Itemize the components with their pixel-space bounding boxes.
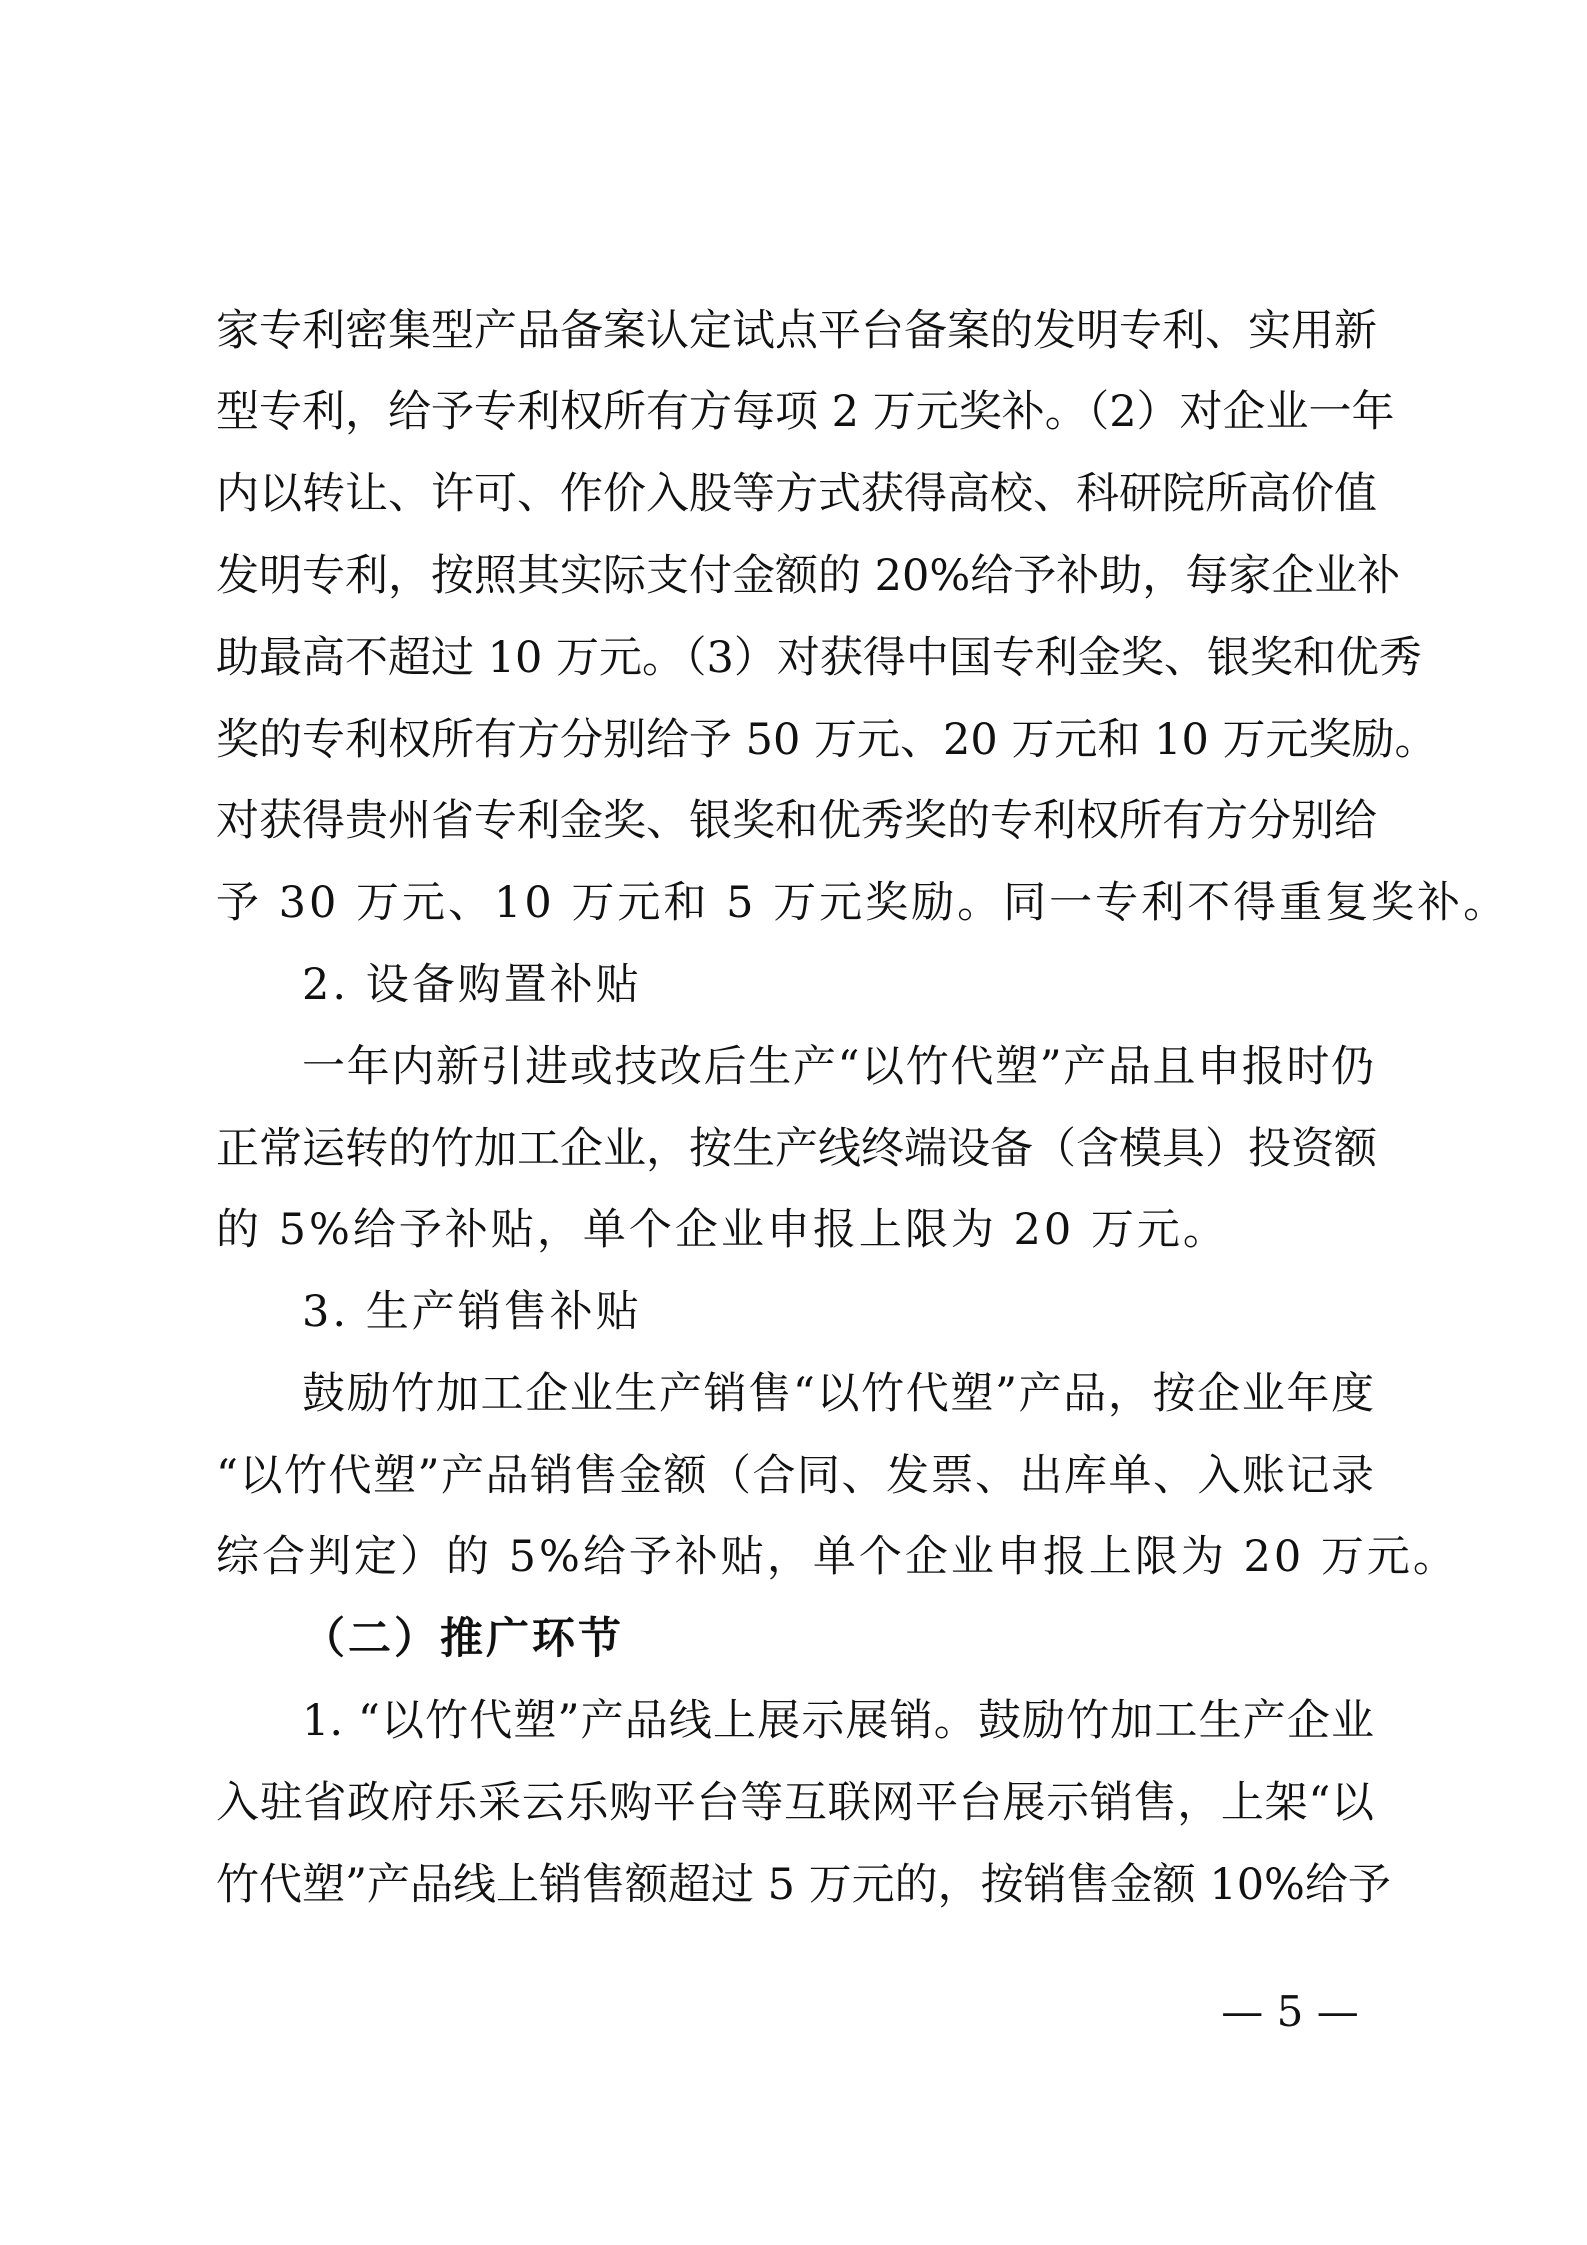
body-line: 综合判定）的 5%给予补贴，单个企业申报上限为 20 万元。	[216, 1532, 1459, 1582]
body-line: 入驻省政府乐采云乐购平台等互联网平台展示销售，上架“以	[216, 1778, 1374, 1828]
body-line: 一年内新引进或技改后生产“以竹代塑”产品且申报时仍	[302, 1042, 1374, 1092]
body-line: 型专利，给予专利权所有方每项 2 万元奖补。（2）对企业一年	[216, 387, 1395, 437]
body-line: 奖的专利权所有方分别给予 50 万元、20 万元和 10 万元奖励。	[216, 715, 1438, 765]
section-heading-equipment-subsidy: 2. 设备购置补贴	[302, 960, 642, 1010]
body-line: 予 30 万元、10 万元和 5 万元奖励。同一专利不得重复奖补。	[216, 878, 1510, 928]
body-line: 竹代塑”产品线上销售额超过 5 万元的，按销售金额 10%给予	[216, 1860, 1391, 1910]
body-line: 家专利密集型产品备案认定试点平台备案的发明专利、实用新	[216, 306, 1377, 356]
body-line: 鼓励竹加工企业生产销售“以竹代塑”产品，按企业年度	[302, 1369, 1374, 1419]
page-number: — 5 —	[1221, 1987, 1359, 2036]
section-heading-promotion: （二）推广环节	[302, 1614, 624, 1664]
body-line: “以竹代塑”产品销售金额（合同、发票、出库单、入账记录	[216, 1451, 1374, 1501]
body-line: 对获得贵州省专利金奖、银奖和优秀奖的专利权所有方分别给	[216, 796, 1377, 846]
body-line: 正常运转的竹加工企业，按生产线终端设备（含模具）投资额	[216, 1124, 1377, 1174]
body-line: 助最高不超过 10 万元。（3）对获得中国专利金奖、银奖和优秀	[216, 633, 1422, 683]
body-line: 内以转让、许可、作价入股等方式获得高校、科研院所高价值	[216, 469, 1377, 519]
section-heading-production-sales-subsidy: 3. 生产销售补贴	[302, 1287, 642, 1337]
body-line: 发明专利，按照其实际支付金额的 20%给予补助，每家企业补	[216, 551, 1401, 601]
body-line: 的 5%给予补贴，单个企业申报上限为 20 万元。	[216, 1205, 1229, 1255]
body-line-bold-lead: 1. “以竹代塑”产品线上展示展销。鼓励竹加工生产企业	[302, 1696, 1374, 1746]
